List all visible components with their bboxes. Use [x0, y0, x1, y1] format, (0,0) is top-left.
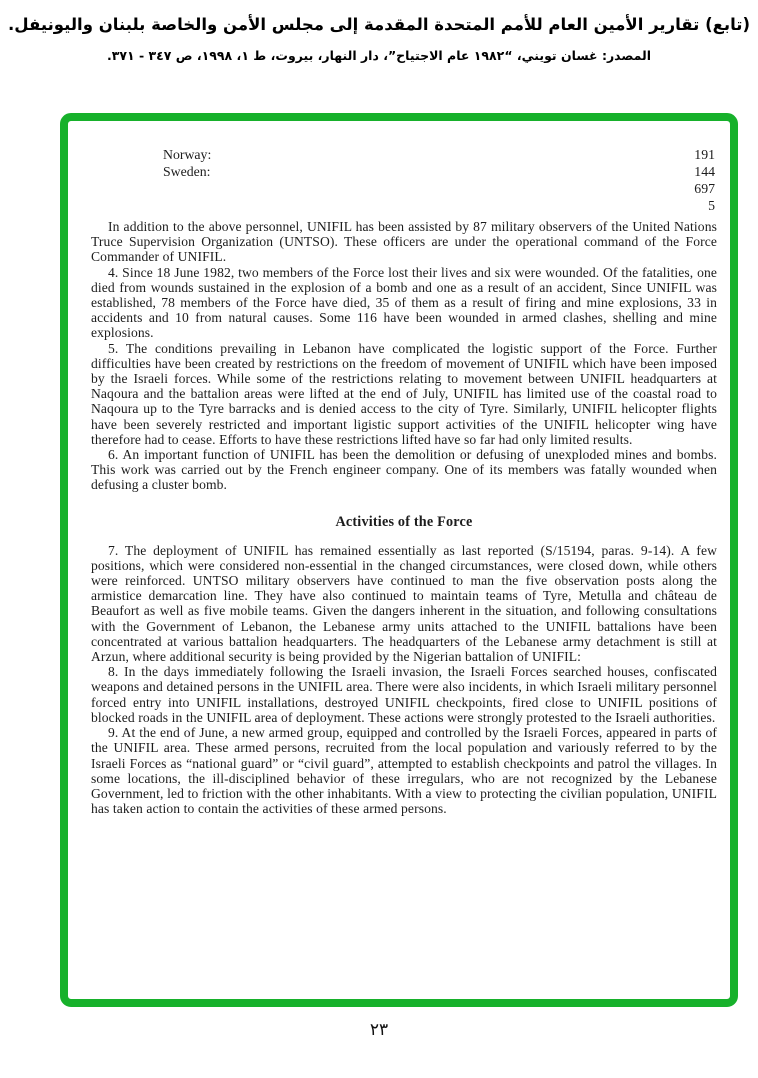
intro-paragraph: In addition to the above personnel, UNIFIL has been assisted by 87 military observers of the United Nations Truce Supervision Organization (UNTSO). These officers are under the operational command of the Force Commander of UNIFIL.: [91, 219, 717, 265]
troop-count-value: 191: [694, 147, 715, 162]
arabic-header-source: المصدر: غسان تويني، “١٩٨٢ عام الاجتياح”، دار النهار، بيروت، ط ١، ١٩٩٨، ص ٣٤٧ - ٣٧١.: [106, 48, 652, 63]
troop-count-value: 5: [708, 198, 715, 213]
paragraph-4: 4. Since 18 June 1982, two members of the Force lost their lives and six were wounded. Of the fatalities, one died from wounds sustained in the explosion of a bomb and one as a result of an accident, Since UNIFIL was established, 78 members of the Force have died, 35 of them as a result of firing and mine explosions, 33 in accidents and 10 from natural causes. Some 116 have been wounded in armed clashes, shelling and mine explosions.: [91, 264, 717, 341]
paragraph-7: 7. The deployment of UNIFIL has remained essentially as last reported (S/15194, paras. 9-14). A few positions, which were considered non-essential in the changed circumstances, were closed down, while others were reinforced. UNTSO military observers have continued to man the five observation posts along the armistice demarcation line. They have also continued to maintain teams of Tyre, Metulla and château de Beaufort as well as five mobile teams. Given the dangers inherent in the situation, and following consultations with the Government of Lebanon, the Lebanese army units attached to the UNIFIL battalions have been concentrated at various battalion headquarters. The headquarters of the Lebanese army detachment is still at Arzun, where additional security is being provided by the Nigerian battalion of UNIFIL:: [91, 542, 717, 665]
troop-row-subtotal: [91, 180, 717, 197]
troop-country-label: Sweden:: [163, 164, 211, 179]
paragraph-6: 6. An important function of UNIFIL has been the demolition or defusing of unexploded mines and bombs. This work was carried out by the French engineer company. One of its members was fatally wounded when defusing a cluster bomb.: [91, 447, 717, 493]
troop-row-extra: [91, 197, 717, 214]
page-number: ٢٣: [369, 1020, 389, 1040]
paragraph-5: 5. The conditions prevailing in Lebanon have complicated the logistic support of the Force. Further difficulties have been created by restrictions on the freedom of movement of UNIFIL which have been imposed by the Israeli forces. While some of the restrictions relating to movement between UNIFIL headquarters at Naqoura and the battalion areas were lifted at the end of July, UNIFIL has limited use of the coastal road to Naqoura up to the Tyre barracks and is denied access to the city of Tyre. Similarly, UNIFIL helicopter flights have been severely restricted and important ligistic support activities of the UNIFIL helicopter wing have therefore had to cease. Efforts to have these restrictions lifted have so far had only limited results.: [91, 340, 717, 447]
paragraph-9: 9. At the end of June, a new armed group, equipped and controlled by the Israeli Forces, appeared in parts of the UNIFIL area. These armed persons, recruited from the local population and variously referred to by the Israeli Forces as “national guard” or “civil guard”, attempted to establish checkpoints and patrol the villages. In some locations, the ill-disciplined behavior of these irregulars, who are not recognized by the Lebanese Government, led to friction with the other inhabitants. With a view to protecting the civilian population, UNIFIL has taken action to contain the activities of these armed persons.: [91, 725, 717, 817]
troop-count-value: 697: [694, 181, 715, 196]
paragraph-8: 8. In the days immediately following the Israeli invasion, the Israeli Forces searched houses, confiscated weapons and detained persons in the UNIFIL area. There were also incidents, in which Israeli military personnel forced entry into UNIFIL installations, destroyed UNIFIL checkpoints, fired close to UNIFIL positions of blocked roads in the UNIFIL area of deployment. These actions were strongly protested to the Israeli authorities.: [91, 664, 717, 725]
arabic-header: [0, 10, 758, 68]
green-border-frame: [60, 113, 738, 1007]
troop-count-value: 144: [694, 164, 715, 179]
arabic-header-title: (تابع) تقارير الأمين العام للأمم المتحدة المقدمة إلى مجلس الأمن والخاصة بلبنان واليونيفل.: [7, 15, 751, 34]
troop-row-sweden: [91, 163, 717, 180]
report-body: [91, 219, 717, 816]
section-heading-activities: Activities of the Force: [335, 513, 473, 530]
troop-country-label: Norway:: [163, 147, 212, 162]
troop-contribution-list: [91, 146, 717, 214]
troop-row-norway: [91, 146, 717, 163]
